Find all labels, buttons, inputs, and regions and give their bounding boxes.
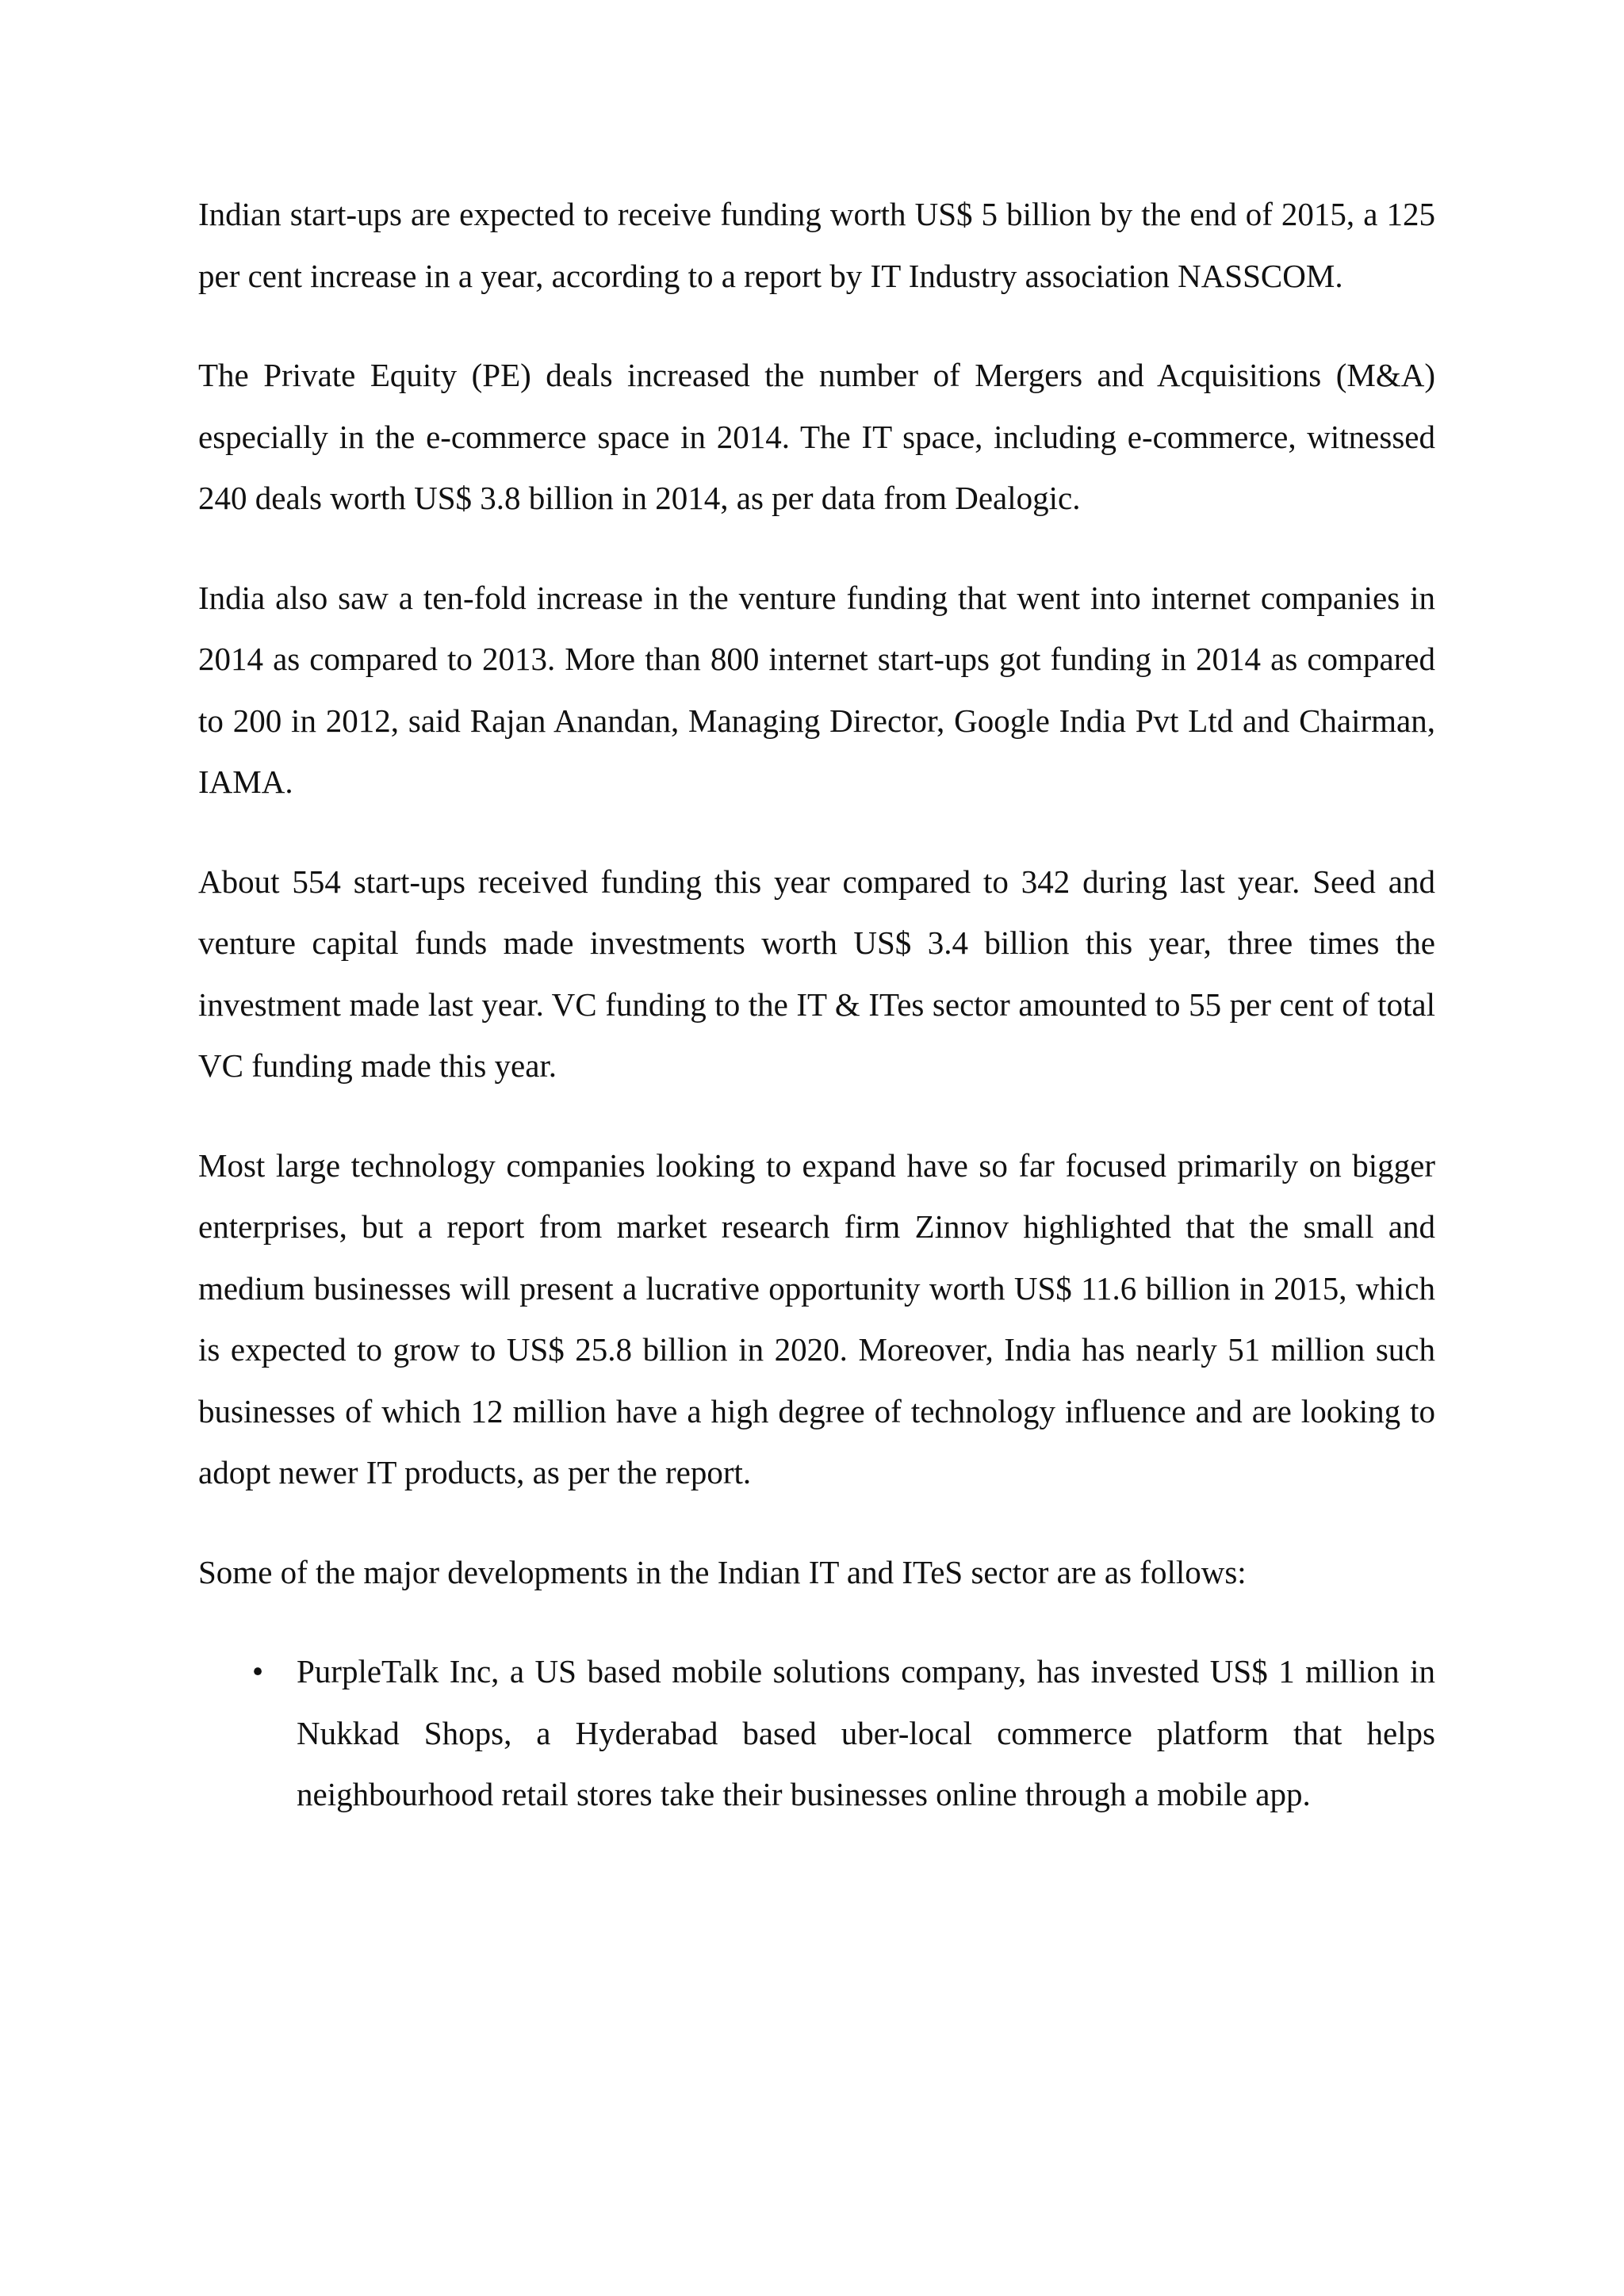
- paragraph-startups-received-funding: About 554 start-ups received funding this year compared to 342 during last year. Seed and venture capital funds made investments worth US$ 3.4 billion this year, three times the investment made last year. VC funding to the IT & ITes sector amounted to 55 per cent of total VC funding made this year.: [198, 863, 1435, 1084]
- paragraph-venture-funding: India also saw a ten-fold increase in the venture funding that went into internet companies in 2014 as compared to 2013. More than 800 internet start-ups got funding in 2014 as compared to 200 in 2012, said Rajan Anandan, Managing Director, Google India Pvt Ltd and Chairman, IAMA.: [198, 579, 1435, 800]
- developments-list: [198, 1641, 1435, 1826]
- paragraph-major-developments-intro: Some of the major developments in the Indian IT and ITeS sector are as follows:: [198, 1553, 1247, 1590]
- bullet-icon: •: [251, 1653, 264, 1689]
- paragraph-smb-opportunity: Most large technology companies looking to expand have so far focused primarily on bigger enterprises, but a report from market research firm Zinnov highlighted that the small and medium businesses will present a lucrative opportunity worth US$ 11.6 billion in 2015, which is expected to grow to US$ 25.8 billion in 2020. Moreover, India has nearly 51 million such businesses of which 12 million have a high degree of technology influence and are looking to adopt newer IT products, as per the report.: [198, 1146, 1435, 1490]
- paragraph-pe-deals: The Private Equity (PE) deals increased the number of Mergers and Acquisitions (M&A) especially in the e-commerce space in 2014. The IT space, including e-commerce, witnessed 240 deals worth US$ 3.8 billion in 2014, as per data from Dealogic.: [198, 357, 1435, 516]
- list-item: [198, 1641, 1435, 1826]
- document-page: [198, 184, 1435, 1826]
- paragraph-startup-funding: Indian start-ups are expected to receive funding worth US$ 5 billion by the end of 2015, a 125 per cent increase in a year, according to a report by IT Industry association NASSCOM.: [198, 196, 1435, 294]
- list-item-text: PurpleTalk Inc, a US based mobile solutions company, has invested US$ 1 million in Nukkad Shops, a Hyderabad based uber-local commerce platform that helps neighbourhood retail stores take their businesses online through a mobile app.: [297, 1653, 1435, 1812]
